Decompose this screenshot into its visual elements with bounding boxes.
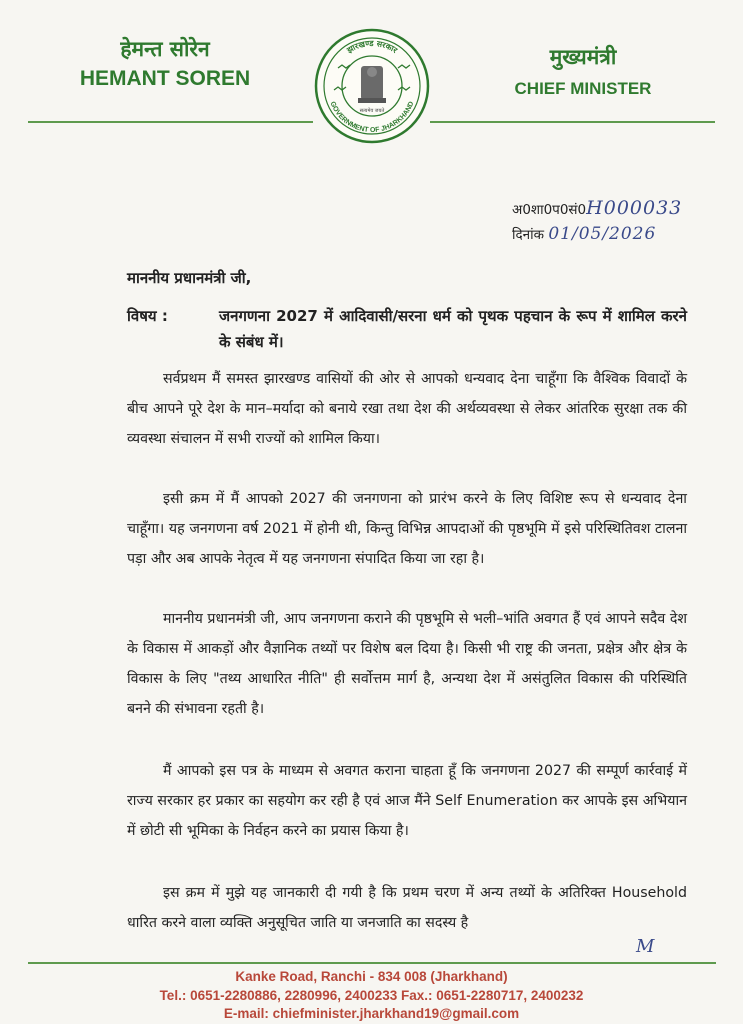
reference-number-label: अ0शा0प0सं0 [512, 202, 587, 218]
reference-date-label: दिनांक [512, 227, 545, 243]
body-paragraph: इसी क्रम में मैं आपको 2027 की जनगणना को प्रारंभ करने के लिए विशिष्ट रूप से धन्यवाद देना चाहूँगा। यह जनगणना वर्ष 2021 में होनी थी, किन्तु विभिन्न आपदाओं की पृष्ठभूमि में इसे परिस्थितिवश टालना पड़ा और अब आपके नेतृत्व में यह जनगणना संपादित किया जा रहा है। [127, 491, 687, 567]
name-english: HEMANT SOREN [79, 67, 251, 90]
letterhead-title-block [498, 44, 668, 102]
subject-text: जनगणना 2027 में आदिवासी/सरना धर्म को पृथक पहचान के रूप में शामिल करने के संबंध में। [219, 307, 687, 351]
jharkhand-seal-icon [314, 28, 430, 144]
body-paragraph: सर्वप्रथम मैं समस्त झारखण्ड वासियों की ओर से आपको धन्यवाद देना चाहूँगा कि वैश्विक विवादों के बीच आपने पूरे देश के मान–मर्यादा को बनाये रखा तथा देश की अर्थव्यवस्था से लेकर आंतरिक सुरक्षा तक की व्यवस्था संचालन में सभी राज्यों को शामिल किया। [127, 371, 687, 447]
reference-block [512, 196, 712, 247]
title-english: CHIEF MINISTER [514, 79, 652, 98]
subject-block [127, 303, 687, 355]
body-paragraph: इस क्रम में मुझे यह जानकारी दी गयी है कि प्रथम चरण में अन्य तथ्यों के अतिरिक्त Household धारित करने वाला व्यक्ति अनुसूचित जाति या जनजाति का सदस्य है [127, 885, 687, 931]
name-hindi: हेमन्त सोरेन [120, 37, 210, 61]
letterhead-rule-left [28, 121, 313, 123]
seal-top-text: झारखण्ड सरकार [345, 38, 399, 55]
letterhead-rule-right [430, 121, 715, 123]
letterhead-name-block [70, 36, 260, 92]
reference-date-line [512, 222, 712, 247]
emblem-motto: सत्यमेव जयते [359, 108, 385, 114]
seal-bottom-text: GOVERNMENT OF JHARKHAND [328, 100, 416, 135]
salutation: माननीय प्रधानमंत्री जी, [127, 269, 252, 287]
body-paragraph: माननीय प्रधानमंत्री जी, आप जनगणना कराने की पृष्ठभूमि से भली–भांति अवगत हैं एवं आपने सदैव देश के विकास में आकड़ों और वैज्ञानिक तथ्यों पर विशेष बल दिया है। किसी भी राष्ट्र की जनता, प्रक्षेत्र और क्षेत्र के विकास के लिए "तथ्य आधारित नीति" ही सर्वोत्तम मार्ग है, अन्यथा देश में असंतुलित विकास की परिस्थिति बनने की संभावना रहती है। [127, 611, 687, 717]
body-paragraph: मैं आपको इस पत्र के माध्यम से अवगत कराना चाहता हूँ कि जनगणना 2027 की सम्पूर्ण कार्रवाई में राज्य सरकार हर प्रकार का सहयोग कर रही है एवं आज मैंने Self Enumeration कर आपके इस अभियान में छोटी सी भूमिका के निर्वहन करने का प्रयास किया है। [127, 763, 687, 839]
reference-date-value: 01/05/2026 [548, 224, 657, 244]
handwritten-initials: M [636, 936, 655, 957]
footer-email: E-mail: chiefminister.jharkhand19@gmail.com [223, 1006, 520, 1021]
reference-number-value: H000033 [586, 197, 683, 219]
subject-label: विषय : [127, 307, 168, 325]
reference-number-line [512, 196, 712, 222]
title-hindi: मुख्यमंत्री [549, 45, 617, 69]
footer-phones: Tel.: 0651-2280886, 2280996, 2400233 Fax.: 0651-2280717, 2400232 [159, 988, 584, 1003]
footer-rule [28, 962, 716, 964]
footer-address: Kanke Road, Ranchi - 834 008 (Jharkhand) [235, 969, 508, 984]
